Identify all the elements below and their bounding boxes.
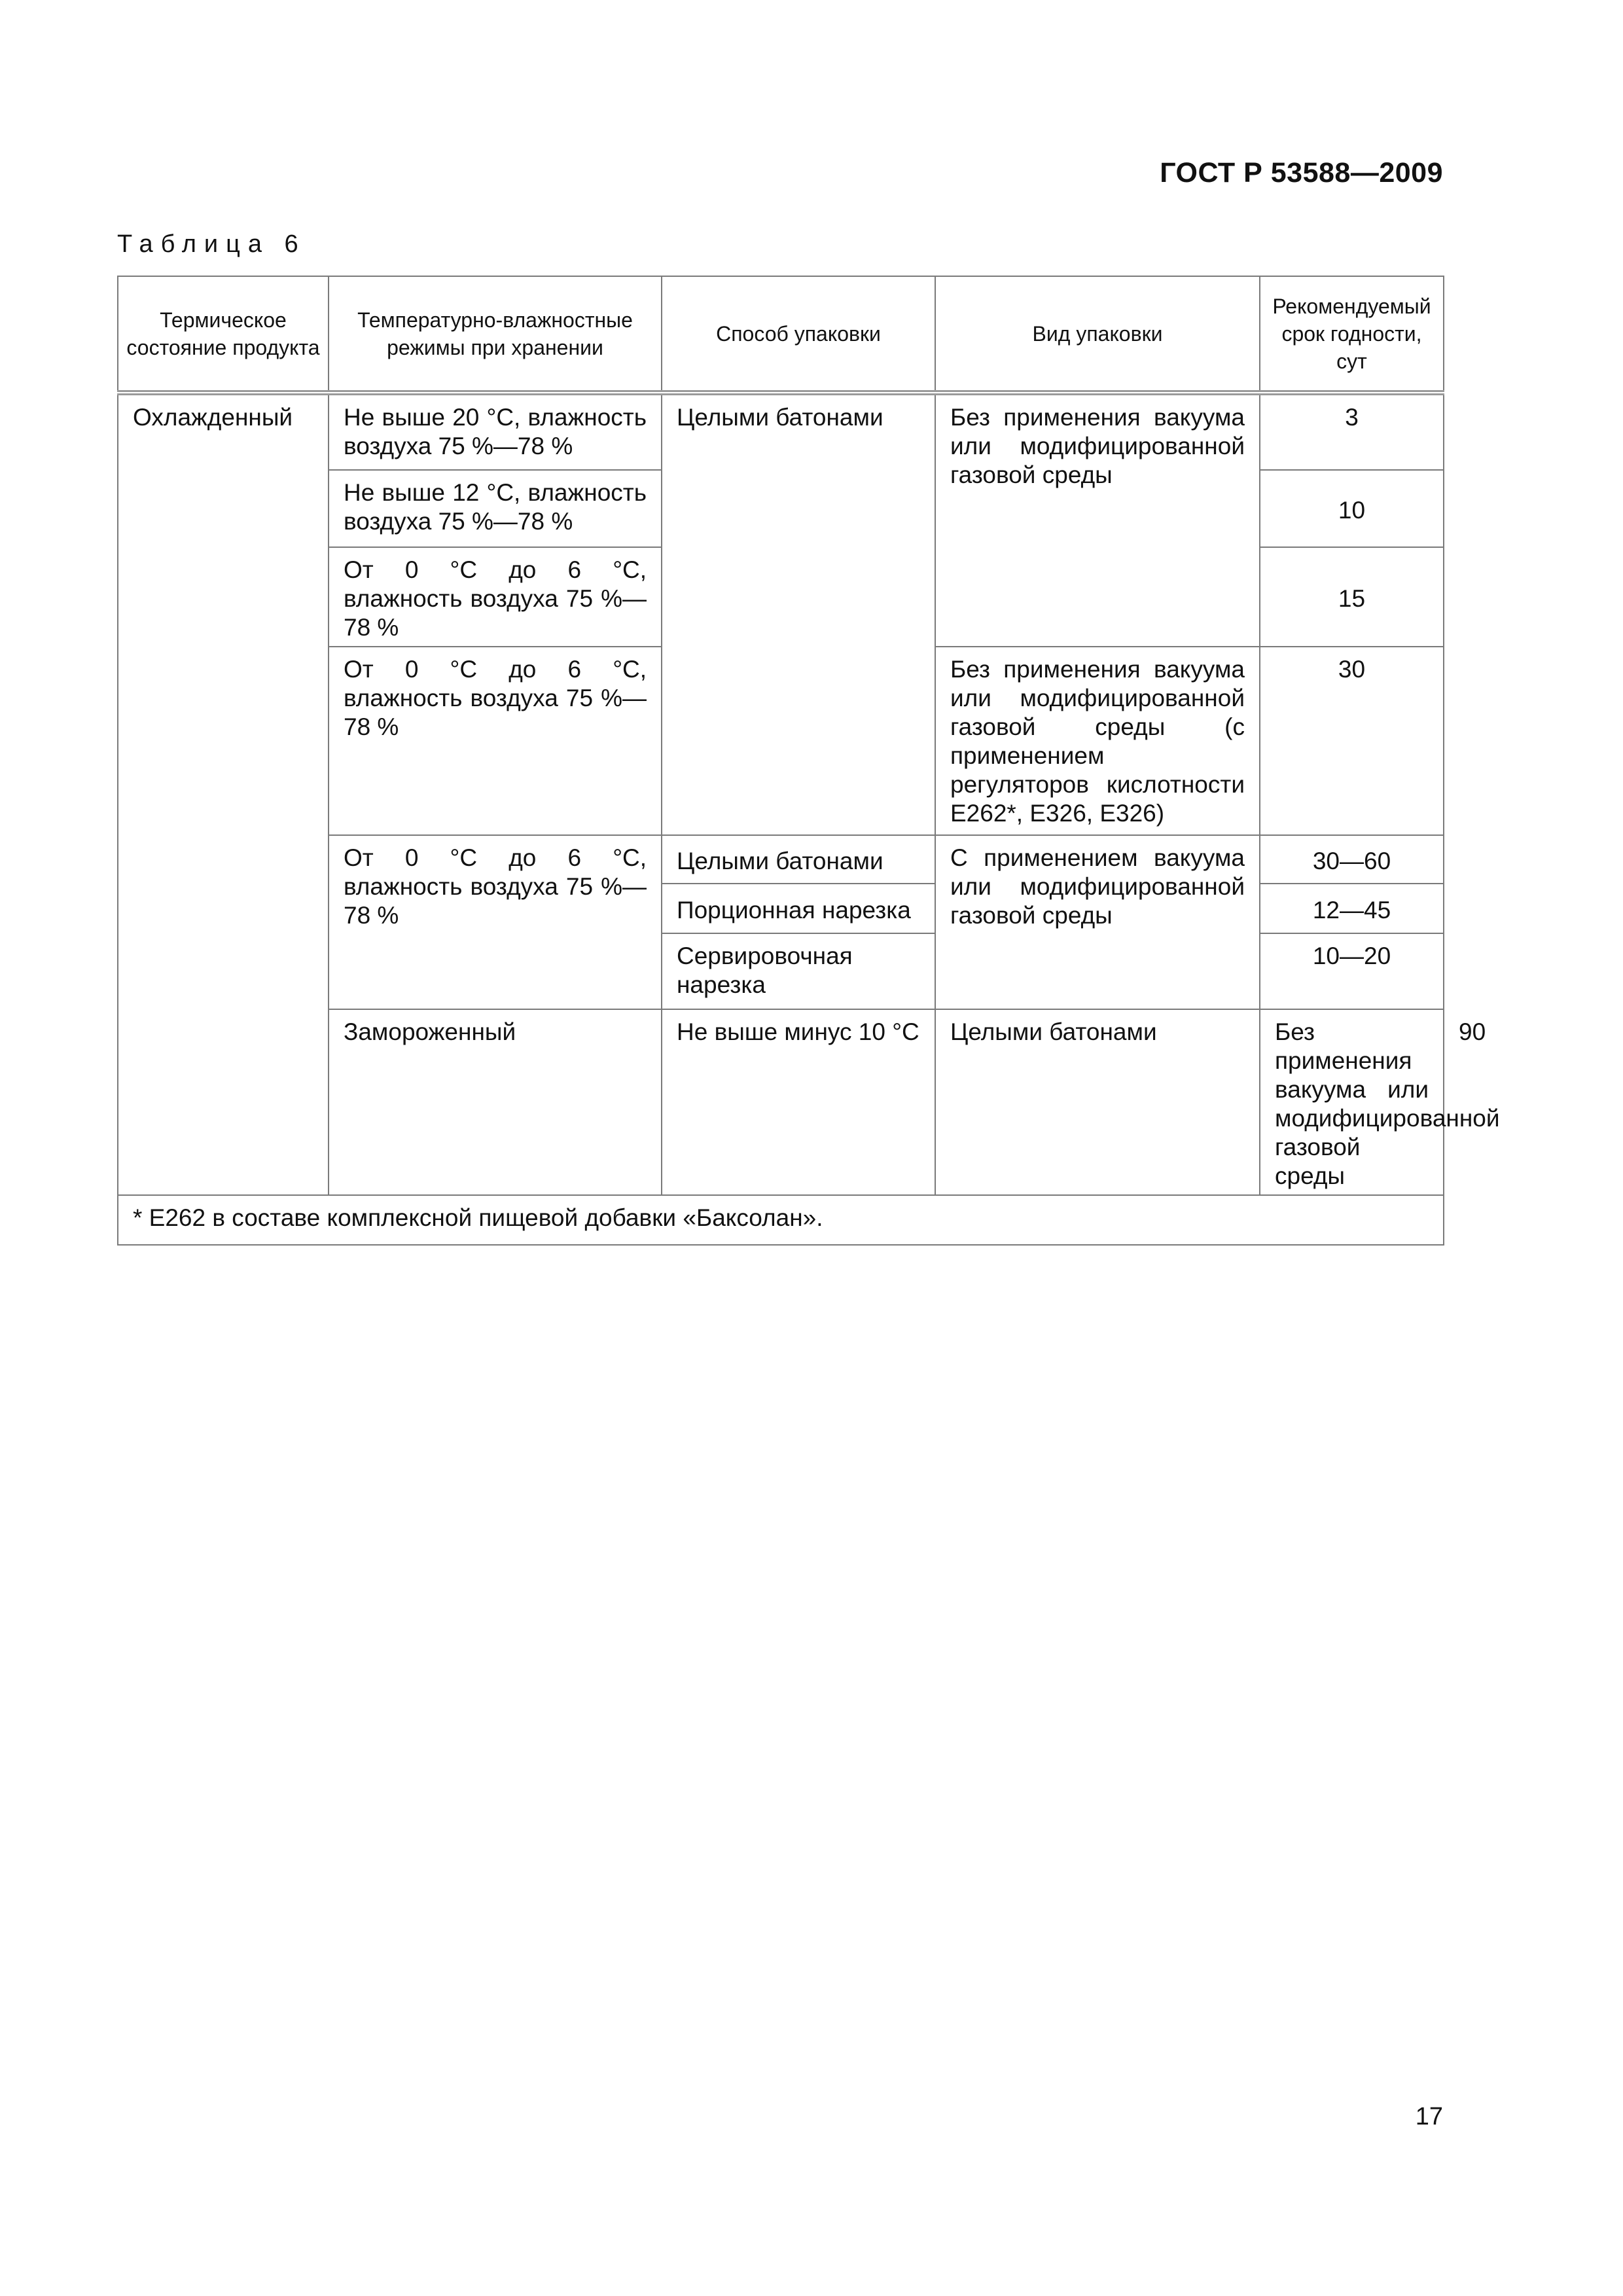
cell-term: 30 xyxy=(1260,647,1444,835)
cell-term: 10 xyxy=(1260,470,1444,547)
column-header-packing-type: Вид упаковки xyxy=(935,276,1260,393)
table-row xyxy=(118,393,1444,470)
cell-term: 15 xyxy=(1260,547,1444,647)
table-footnote-row xyxy=(118,1195,1444,1245)
cell-method: Целыми батонами xyxy=(935,1009,1260,1195)
cell-method: Целыми батонами xyxy=(662,835,935,884)
cell-pack-type: С применением вакуума или модифицированной газовой среды xyxy=(935,835,1260,1009)
storage-table xyxy=(117,276,1500,1246)
cell-regime: Не выше 20 °С, влажность воздуха 75 %—78 % xyxy=(329,393,662,470)
column-header-shelf-life: Рекомендуемый срок годности, сут xyxy=(1260,276,1444,393)
cell-state-frozen: Замороженный xyxy=(329,1009,662,1195)
cell-regime: От 0 °С до 6 °С, влажность воздуха 75 %—78 % xyxy=(329,835,662,1009)
cell-pack-type: Без применения вакуума или модифицированной газовой среды (с применением регуляторов кислотности Е262*, Е326, Е326) xyxy=(935,647,1260,835)
cell-regime: Не выше 12 °С, влажность воздуха 75 %—78 % xyxy=(329,470,662,547)
cell-term: 3 xyxy=(1260,393,1444,470)
cell-term: 10—20 xyxy=(1260,933,1444,1009)
cell-regime: Не выше минус 10 °С xyxy=(662,1009,935,1195)
cell-term: 30—60 xyxy=(1260,835,1444,884)
column-header-storage-regime: Температурно-влажностные режимы при хранении xyxy=(329,276,662,393)
cell-state-chilled: Охлажденный xyxy=(118,393,329,1195)
cell-term: 12—45 xyxy=(1260,884,1444,933)
table-header-row xyxy=(118,276,1444,393)
cell-pack-type: Без применения вакуума или модифицированной газовой среды xyxy=(935,393,1260,647)
page-number: 17 xyxy=(1415,2103,1443,2130)
cell-method: Целыми батонами xyxy=(662,393,935,835)
cell-regime: От 0 °С до 6 °С, влажность воздуха 75 %—78 % xyxy=(329,547,662,647)
cell-method: Порционная нарезка xyxy=(662,884,935,933)
table-footnote: * Е262 в составе комплексной пищевой добавки «Баксолан». xyxy=(118,1195,1444,1245)
cell-regime: От 0 °С до 6 °С, влажность воздуха 75 %—78 % xyxy=(329,647,662,835)
table-caption: Таблица 6 xyxy=(117,230,306,258)
cell-pack-type: Без применения вакуума или модифицированной газовой среды xyxy=(1260,1009,1444,1195)
cell-method: Сервировочная нарезка xyxy=(662,933,935,1009)
document-code: ГОСТ Р 53588—2009 xyxy=(1160,157,1443,188)
table-row: Замороженный Не выше минус 10 °С Целыми батонами Без применения вакуума или модифицированной газовой среды 90 xyxy=(118,1009,1444,1195)
column-header-thermal-state: Термическое состояние продукта xyxy=(118,276,329,393)
column-header-packing-method: Способ упаковки xyxy=(662,276,935,393)
